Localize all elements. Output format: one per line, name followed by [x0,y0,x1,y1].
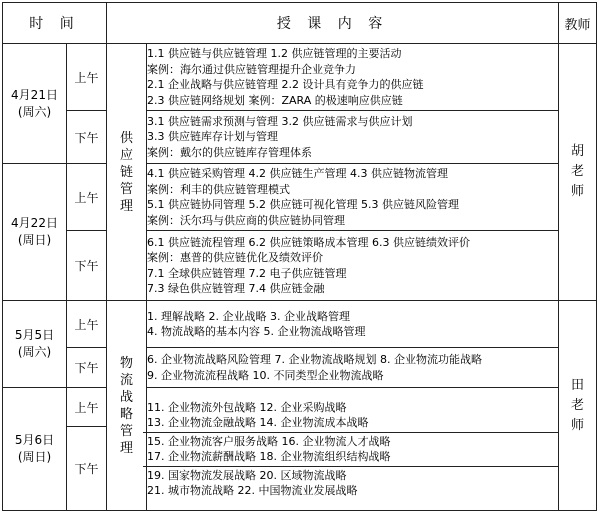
morning-label: 上午 [67,388,107,427]
teacher-char: 师 [571,184,585,199]
date-text: 4月22日 [11,216,58,230]
content-line: 7.3 绿色供应链管理 7.4 供应链金融 [147,282,325,295]
module-char: 理 [120,198,134,214]
module-char: 理 [120,440,134,456]
session-content [147,388,559,511]
afternoon-label: 下午 [67,231,107,301]
content-line: 案例：戴尔的供应链库存管理体系 [147,145,313,159]
content-line: 13. 企业物流金融战略 14. 企业物流成本战略 [147,416,369,429]
date-cell [3,301,67,388]
module-char: 物 [120,355,134,371]
date-text: 4月21日 [11,87,58,102]
date-text: 5月6日 [14,433,55,447]
weekday-text: (周日) [17,450,52,464]
morning-label: 上午 [67,164,107,231]
content-line: 6. 企业物流战略风险管理 7. 企业物流战略规划 8. 企业物流功能战略 [147,353,482,366]
content-line: 21. 城市物流战略 22. 中国物流业发展战略 [147,484,358,497]
course-schedule-table [2,2,597,511]
module-char: 供 [120,130,134,146]
content-divider [143,466,558,467]
morning-label: 上午 [67,44,107,111]
session-content [147,301,559,348]
teacher-header: 教师 [559,3,597,44]
module-cell-logistics-strategy [107,301,147,511]
teacher-cell-hu [559,44,597,301]
content-line: 5.1 供应链协同管理 5.2 供应链可视化管理 5.3 供应链风险管理 [147,198,459,211]
content-line: 11. 企业物流外包战略 12. 企业采购战略 [147,400,347,414]
content-line: 2.3 供应链网络规划 案例：ZARA 的极速响应供应链 [147,93,403,107]
time-header: 时 间 [3,3,107,44]
content-line: 3.1 供应链需求预测与管理 3.2 供应链需求与供应计划 [147,114,413,128]
content-line: 案例：惠普的供应链优化及绩效评价 [147,251,324,264]
content-line: 7.1 全球供应链管理 7.2 电子供应链管理 [147,266,347,280]
weekday-text: (周六) [17,345,52,359]
afternoon-label: 下午 [67,427,107,511]
session-content [147,164,559,231]
content-line: 9. 企业物流流程战略 10. 不同类型企业物流战略 [147,368,384,382]
content-line: 6.1 供应链流程管理 6.2 供应链策略成本管理 6.3 供应链绩效评价 [147,235,470,249]
date-cell [3,388,67,511]
session-content [147,231,559,301]
module-char: 流 [120,372,134,388]
teacher-char: 老 [571,397,585,413]
content-divider [143,432,558,433]
session-content [147,111,559,164]
morning-label: 上午 [67,301,107,348]
content-line: 1. 理解战略 2. 企业战略 3. 企业战略管理 [147,309,350,323]
content-line: 17. 企业物流薪酬战略 18. 企业物流组织结构战略 [147,450,391,463]
afternoon-label: 下午 [67,111,107,164]
content-line: 19. 国家物流发展战略 20. 区域物流战略 [147,468,347,482]
teacher-char: 田 [571,377,585,393]
date-text: 5月5日 [14,328,55,342]
content-line: 案例：海尔通过供应链管理提升企业竞争力 [147,62,357,76]
teacher-cell-tian [559,301,597,511]
content-header: 授 课 内 容 [107,3,559,44]
module-char: 管 [120,423,134,439]
module-char: 战 [120,389,134,405]
weekday-text: (周六) [17,104,52,119]
session-content [147,44,559,111]
module-cell-supply-chain [107,44,147,301]
content-line: 15. 企业物流客户服务战略 16. 企业物流人才战略 [147,434,391,448]
afternoon-label: 下午 [67,348,107,388]
content-line: 4. 物流战略的基本内容 5. 企业物流战略管理 [147,325,366,338]
date-cell [3,164,67,301]
module-char: 链 [120,164,134,180]
teacher-char: 师 [571,417,585,433]
content-line: 案例：沃尔玛与供应商的供应链协同管理 [147,213,346,227]
content-line: 1.1 供应链与供应链管理 1.2 供应链管理的主要活动 [147,47,402,60]
content-line: 案例：利丰的供应链管理模式 [147,182,291,196]
module-char: 略 [120,406,134,422]
content-line: 3.3 供应链库存计划与管理 [147,130,279,144]
teacher-char: 胡 [571,144,585,159]
teacher-char: 老 [571,164,585,179]
content-line: 2.1 企业战略与供应链管理 2.2 设计具有竞争力的供应链 [147,78,424,91]
module-char: 应 [120,147,134,163]
session-content [147,348,559,388]
weekday-text: (周日) [17,233,52,247]
module-char: 管 [120,181,134,197]
date-cell [3,44,67,164]
content-line: 4.1 供应链采购管理 4.2 供应链生产管理 4.3 供应链物流管理 [147,167,448,180]
